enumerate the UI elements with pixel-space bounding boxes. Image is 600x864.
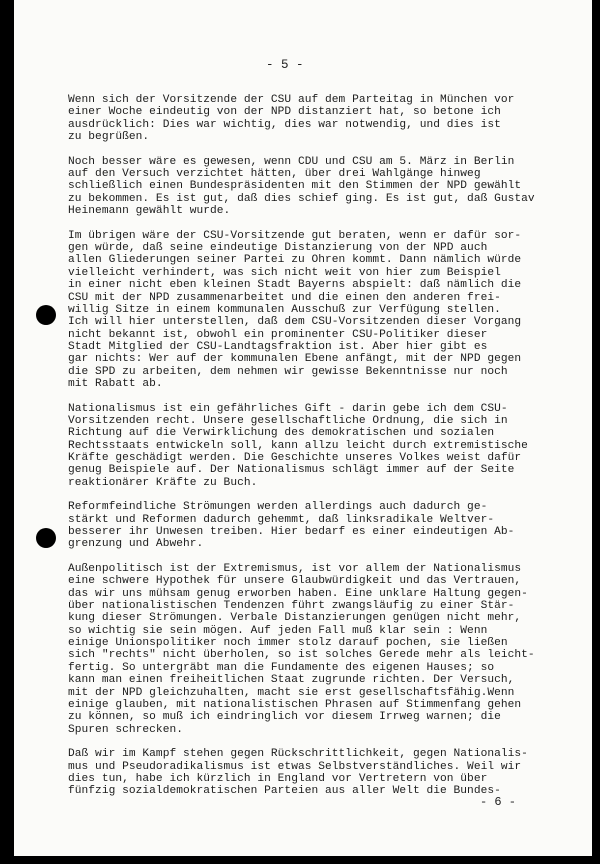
text-line: zu können, so muß ich eindringlich vor diesem Irrweg warnen; die [68,711,501,724]
text-line: CSU mit der NPD zusammenarbeitet und die einen den anderen frei- [68,291,501,304]
paragraph [68,563,558,736]
text-line: besserer ihr Unwesen treiben. Hier bedarf es einer eindeutigen Ab- [68,526,515,539]
text-line: Ich will hier unterstellen, daß dem CSU-Vorsitzenden dieser Vorgang [68,316,522,329]
text-line: in einer nicht eben kleinen Stadt Bayerns abspielt: daß nämlich die [68,279,522,292]
paragraph [68,230,558,390]
text-line: Daß wir im Kampf stehen gegen Rückschrittlichkeit, gegen Nationalis- [68,748,528,761]
text-line: mit der NPD gleichzuhalten, macht sie erst gesellschaftsfähig.Wenn [68,686,515,699]
text-line: kann man einen freiheitlichen Staat zugrunde richten. Der Versuch, [68,674,515,687]
text-line: Kräfte geschädigt werden. Die Geschichte unseres Volkes weist dafür [68,451,522,464]
text-line: Außenpolitisch ist der Extremismus, ist vor allem der Nationalismus [68,563,522,576]
text-line: gar nichts: Wer auf der kommunalen Ebene anfängt, mit der NPD gegen [68,353,522,366]
text-line: Spuren schrecken. [68,723,183,736]
text-line: Noch besser wäre es gewesen, wenn CDU und CSU am 5. März in Berlin [68,155,515,168]
text-line: zu begrüßen. [68,131,150,144]
text-line: vielleicht verhindert, was sich nicht weit von hier zum Beispiel [68,266,501,279]
text-line: Heinemann gewählt wurde. [68,205,231,218]
text-line: mit Rabatt ab. [68,377,163,390]
text-line: nicht bekannt ist, obwohl ein prominenter CSU-Politiker dieser [68,328,488,341]
text-line: einige Unionspolitiker noch immer stolz darauf pochen, sie ließen [68,637,508,650]
text-line: Im übrigen wäre der CSU-Vorsitzende gut beraten, wenn er dafür sor- [68,229,522,242]
text-line: ausdrücklich: Dies war wichtig, dies war notwendig, und dies ist [68,118,501,131]
text-line: Reformfeindliche Strömungen werden allerdings auch dadurch ge- [68,501,488,514]
text-line: stärkt und Reformen dadurch gehemmt, daß linksradikale Weltver- [68,513,495,526]
text-line: schließlich einen Bundespräsidenten mit den Stimmen der NPD gewählt [68,180,522,193]
paragraph [68,94,558,143]
paragraph [68,501,558,550]
text-line: grenzung und Abwehr. [68,538,204,551]
next-page-number: - 6 - [480,795,517,809]
text-line: Rechtsstaats entwickeln soll, kann allzu leicht durch extremistische [68,439,528,452]
document-body [68,94,558,810]
paragraph [68,156,558,218]
text-line: eine schwere Hypothek für unsere Glaubwürdigkeit und das Vertrauen, [68,575,522,588]
text-line: reaktionärer Kräfte zu Buch. [68,476,258,489]
text-line: Nationalismus ist ein gefährliches Gift - darin gebe ich dem CSU- [68,402,508,415]
text-line: Vorsitzenden recht. Unsere gesellschaftliche Ordnung, die sich in [68,414,508,427]
text-line: kung dieser Strömungen. Verbale Distanzierungen genügen nicht mehr, [68,612,522,625]
paragraph [68,403,558,489]
text-line: allen Gliederungen seiner Partei zu Ohren kommt. Dann nämlich würde [68,254,522,267]
text-line: sich "rechts" nicht überholen, so ist solches Gerede mehr als leicht- [68,649,535,662]
text-line: willig Sitze in einem kommunalen Ausschuß zur Verfügung stellen. [68,303,501,316]
text-line: genug Beispiele auf. Der Nationalismus schlägt immer auf der Seite [68,464,515,477]
text-line: Richtung auf die Verwirklichung des demokratischen und sozialen [68,427,495,440]
text-line: Wenn sich der Vorsitzende der CSU auf dem Parteitag in München vor [68,94,515,106]
text-line: gen würde, daß seine eindeutige Distanzierung von der NPD auch [68,242,488,255]
text-line: fünfzig sozialdemokratischen Parteien aus aller Welt die Bundes- [68,785,501,798]
text-line: einer Woche eindeutig von der NPD distanziert hat, so betone ich [68,106,501,119]
text-line: Stadt Mitglied der CSU-Landtagsfraktion ist. Aber hier gibt es [68,340,488,353]
page-number: - 5 - [266,58,304,72]
punch-hole [36,528,56,548]
text-line: über nationalistischen Tendenzen führt zwangsläufig zu einer Stär- [68,600,515,613]
text-line: dies tun, habe ich kürzlich in England vor Vertretern von über [68,772,488,785]
text-line: das wir uns mühsam genug erworben haben. Eine unklare Haltung gegen- [68,587,528,600]
text-line: auf den Versuch verzichtet hätten, über drei Wahlgänge hinweg [68,168,481,181]
text-line: so wichtig sie sein mögen. Auf jeden Fall muß klar sein : Wenn [68,624,488,637]
text-line: fertig. So untergräbt man die Fundamente des eigenen Hauses; so [68,661,495,674]
text-line: einige glauben, mit nationalistischen Phrasen auf Stimmenfang gehen [68,698,522,711]
paragraph [68,748,558,797]
text-line: mus und Pseudoradikalismus ist etwas Selbstverständliches. Weil wir [68,760,522,773]
punch-hole [36,305,56,325]
text-line: zu bekommen. Es ist gut, daß dies schief ging. Es ist gut, daß Gustav [68,192,535,205]
text-line: die SPD zu arbeiten, dem nehmen wir gewisse Bekenntnisse nur noch [68,365,508,378]
